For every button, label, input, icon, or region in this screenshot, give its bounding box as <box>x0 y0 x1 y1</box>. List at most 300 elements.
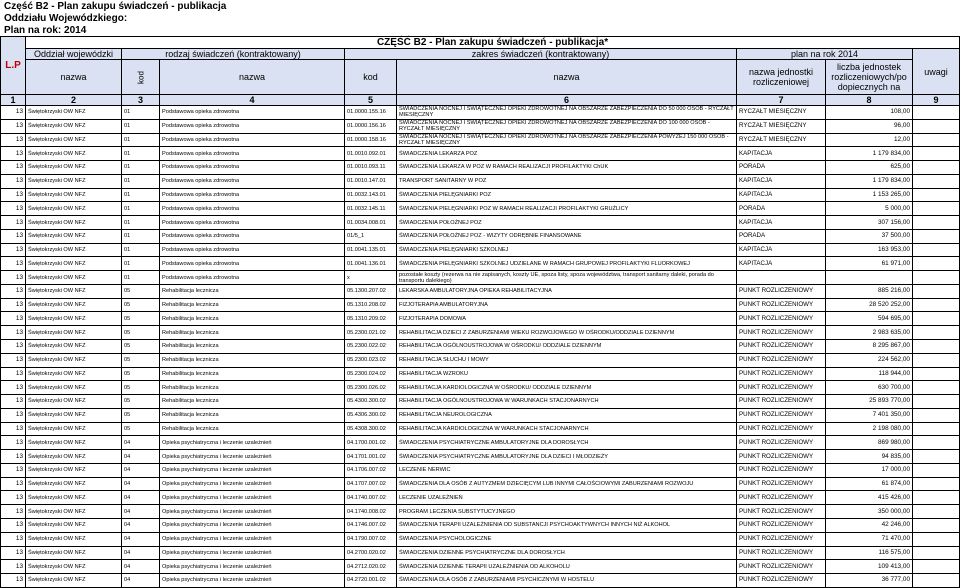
column-number-row <box>1 95 960 106</box>
cell-zakres-kod: 01.0000.155.16 <box>345 106 397 120</box>
cell-liczba: 885 216,00 <box>826 284 913 298</box>
cell-jednostka: PUNKT ROZLICZENIOWY <box>737 532 826 546</box>
cell-rodzaj-nazwa: Podstawowa opieka zdrowotna <box>160 161 345 175</box>
cell-zakres-kod: 04.1701.001.02 <box>345 450 397 464</box>
cell-uwagi <box>913 395 960 409</box>
plan-table <box>0 36 960 588</box>
cell-oddzial-kod: 13 <box>1 436 26 450</box>
table-row <box>1 147 960 161</box>
cell-uwagi <box>913 340 960 354</box>
cell-uwagi <box>913 436 960 450</box>
cell-rodzaj-kod: 01 <box>122 119 160 133</box>
table-row <box>1 271 960 285</box>
cell-jednostka: PUNKT ROZLICZENIOWY <box>737 284 826 298</box>
cell-oddzial-kod: 13 <box>1 229 26 243</box>
table-row <box>1 257 960 271</box>
cell-zakres-nazwa: LECZENIE NERWIC <box>397 463 737 477</box>
col-number: 6 <box>397 95 737 106</box>
cell-oddzial-nazwa: Świętokrzyski OW NFZ <box>26 147 122 161</box>
cell-uwagi <box>913 298 960 312</box>
cell-rodzaj-kod: 01 <box>122 257 160 271</box>
cell-liczba: 109 413,00 <box>826 560 913 574</box>
cell-zakres-nazwa: ŚWIADCZENIA DLA OSÓB Z AUTYZMEM DZIECIĘCYM LUB INNYMI CAŁOŚCIOWYMI ZABURZENIAMI ROZWOJU <box>397 477 737 491</box>
cell-oddzial-nazwa: Świętokrzyski OW NFZ <box>26 574 122 588</box>
cell-zakres-kod: 05.2300.024.02 <box>345 367 397 381</box>
cell-zakres-kod: 04.1707.007.02 <box>345 477 397 491</box>
cell-uwagi <box>913 422 960 436</box>
cell-rodzaj-nazwa: Opieka psychiatryczna i leczenie uzależnień <box>160 560 345 574</box>
cell-zakres-kod: 01.0010.093.11 <box>345 161 397 175</box>
cell-liczba: 37 500,00 <box>826 229 913 243</box>
cell-jednostka: PUNKT ROZLICZENIOWY <box>737 491 826 505</box>
cell-liczba: 17 000,00 <box>826 463 913 477</box>
cell-oddzial-nazwa: Świętokrzyski OW NFZ <box>26 395 122 409</box>
table-row <box>1 395 960 409</box>
cell-oddzial-nazwa: Świętokrzyski OW NFZ <box>26 298 122 312</box>
table-row <box>1 463 960 477</box>
cell-liczba: 224 562,00 <box>826 353 913 367</box>
cell-zakres-nazwa: ŚWIADCZENIA TERAPII UZALEŻNIENIA OD SUBSTANCJI PSYCHOAKTYWNYCH INNYCH NIŻ ALKOHOL <box>397 518 737 532</box>
cell-zakres-kod: x <box>345 271 397 285</box>
table-row <box>1 284 960 298</box>
cell-oddzial-kod: 13 <box>1 147 26 161</box>
cell-oddzial-nazwa: Świętokrzyski OW NFZ <box>26 367 122 381</box>
table-row <box>1 340 960 354</box>
table-row <box>1 436 960 450</box>
cell-zakres-kod: 01.0000.156.16 <box>345 119 397 133</box>
cell-rodzaj-nazwa: Rehabilitacja lecznicza <box>160 395 345 409</box>
cell-oddzial-nazwa: Świętokrzyski OW NFZ <box>26 422 122 436</box>
cell-jednostka: PUNKT ROZLICZENIOWY <box>737 381 826 395</box>
cell-liczba: 25 893 770,00 <box>826 395 913 409</box>
cell-zakres-kod: 05.2300.021.02 <box>345 326 397 340</box>
cell-jednostka: KAPITACJA <box>737 216 826 230</box>
cell-oddzial-nazwa: Świętokrzyski OW NFZ <box>26 229 122 243</box>
cell-oddzial-nazwa: Świętokrzyski OW NFZ <box>26 477 122 491</box>
table-row <box>1 133 960 147</box>
cell-rodzaj-nazwa: Podstawowa opieka zdrowotna <box>160 202 345 216</box>
cell-rodzaj-kod: 05 <box>122 312 160 326</box>
cell-liczba: 108,00 <box>826 106 913 120</box>
cell-liczba: 163 953,00 <box>826 243 913 257</box>
cell-zakres-kod: 04.2712.020.02 <box>345 560 397 574</box>
cell-rodzaj-kod: 04 <box>122 436 160 450</box>
cell-zakres-nazwa: ŚWIADCZENIA PIELĘGNIARKI POZ <box>397 188 737 202</box>
cell-oddzial-kod: 13 <box>1 202 26 216</box>
cell-oddzial-nazwa: Świętokrzyski OW NFZ <box>26 174 122 188</box>
cell-uwagi <box>913 243 960 257</box>
cell-zakres-kod: 05.2300.023.02 <box>345 353 397 367</box>
cell-uwagi <box>913 147 960 161</box>
col-number: 4 <box>160 95 345 106</box>
cell-jednostka: PUNKT ROZLICZENIOWY <box>737 353 826 367</box>
table-row <box>1 161 960 175</box>
cell-zakres-nazwa: ŚWIADCZENIA PIELĘGNIARKI SZKOLNEJ <box>397 243 737 257</box>
cell-rodzaj-kod: 04 <box>122 546 160 560</box>
table-row <box>1 353 960 367</box>
table-row <box>1 243 960 257</box>
cell-jednostka: PUNKT ROZLICZENIOWY <box>737 422 826 436</box>
cell-uwagi <box>913 491 960 505</box>
table-row <box>1 188 960 202</box>
table-row <box>1 119 960 133</box>
cell-zakres-nazwa: ŚWIADCZENIA PSYCHOLOGICZNE <box>397 532 737 546</box>
cell-jednostka: RYCZAŁT MIESIĘCZNY <box>737 119 826 133</box>
cell-rodzaj-kod: 01 <box>122 161 160 175</box>
table-row <box>1 505 960 519</box>
header-kod-zakres: kod <box>345 60 397 95</box>
cell-oddzial-nazwa: Świętokrzyski OW NFZ <box>26 491 122 505</box>
cell-liczba: 869 980,00 <box>826 436 913 450</box>
cell-zakres-nazwa: ŚWIADCZENIA DLA OSÓB Z ZABURZENIAMI PSYCHICZNYMI W HOSTELU <box>397 574 737 588</box>
cell-jednostka: PUNKT ROZLICZENIOWY <box>737 546 826 560</box>
cell-liczba: 594 695,00 <box>826 312 913 326</box>
cell-jednostka: RYCZAŁT MIESIĘCZNY <box>737 106 826 120</box>
lp-header <box>1 37 26 95</box>
cell-zakres-nazwa: pozostałe koszty (rezerwa na nie zapisanych, koszty UE, spoza listy, spoza województwa, transport sanitarny daleki, porada do transportu dalekiego) <box>397 271 737 285</box>
cell-liczba: 307 156,00 <box>826 216 913 230</box>
cell-zakres-nazwa: LEKARSKA AMBULATORYJNA OPIEKA REHABILITACYJNA <box>397 284 737 298</box>
cell-oddzial-kod: 13 <box>1 560 26 574</box>
cell-rodzaj-kod: 05 <box>122 408 160 422</box>
cell-rodzaj-nazwa: Rehabilitacja lecznicza <box>160 340 345 354</box>
cell-oddzial-nazwa: Świętokrzyski OW NFZ <box>26 188 122 202</box>
cell-oddzial-kod: 13 <box>1 312 26 326</box>
cell-zakres-kod: 01.0041.135.01 <box>345 243 397 257</box>
table-row <box>1 518 960 532</box>
cell-oddzial-nazwa: Świętokrzyski OW NFZ <box>26 353 122 367</box>
cell-liczba: 1 179 834,00 <box>826 147 913 161</box>
cell-oddzial-nazwa: Świętokrzyski OW NFZ <box>26 340 122 354</box>
table-row <box>1 106 960 120</box>
table-row <box>1 450 960 464</box>
cell-rodzaj-nazwa: Podstawowa opieka zdrowotna <box>160 257 345 271</box>
cell-oddzial-kod: 13 <box>1 518 26 532</box>
cell-zakres-nazwa: FIZJOTERAPIA AMBULATORYJNA <box>397 298 737 312</box>
cell-zakres-kod: 05.1300.207.02 <box>345 284 397 298</box>
cell-rodzaj-kod: 04 <box>122 477 160 491</box>
cell-zakres-kod: 05.4306.300.02 <box>345 408 397 422</box>
table-title: CZĘŚĆ B2 - Plan zakupu świadczeń - publikacja* <box>26 37 960 49</box>
cell-rodzaj-nazwa: Rehabilitacja lecznicza <box>160 326 345 340</box>
cell-oddzial-nazwa: Świętokrzyski OW NFZ <box>26 202 122 216</box>
cell-rodzaj-nazwa: Rehabilitacja lecznicza <box>160 353 345 367</box>
cell-zakres-kod: 04.2700.020.02 <box>345 546 397 560</box>
cell-rodzaj-kod: 05 <box>122 395 160 409</box>
table-row <box>1 174 960 188</box>
cell-zakres-kod: 01.0010.092.01 <box>345 147 397 161</box>
cell-oddzial-nazwa: Świętokrzyski OW NFZ <box>26 119 122 133</box>
cell-zakres-kod: 01.0034.008.01 <box>345 216 397 230</box>
cell-uwagi <box>913 257 960 271</box>
cell-zakres-kod: 01.0041.136.01 <box>345 257 397 271</box>
cell-rodzaj-kod: 01 <box>122 216 160 230</box>
cell-jednostka: KAPITACJA <box>737 188 826 202</box>
cell-jednostka: PUNKT ROZLICZENIOWY <box>737 340 826 354</box>
header-zakres: zakres świadczeń (kontraktowany) <box>345 49 737 60</box>
cell-uwagi <box>913 408 960 422</box>
cell-jednostka: PORADA <box>737 229 826 243</box>
document-title: Część B2 - Plan zakupu świadczeń - publikacja <box>4 1 227 12</box>
cell-liczba: 12,00 <box>826 133 913 147</box>
cell-jednostka: KAPITACJA <box>737 147 826 161</box>
cell-rodzaj-kod: 05 <box>122 326 160 340</box>
document-plan-year: Plan na rok: 2014 <box>4 25 87 36</box>
cell-oddzial-nazwa: Świętokrzyski OW NFZ <box>26 326 122 340</box>
cell-rodzaj-nazwa: Rehabilitacja lecznicza <box>160 381 345 395</box>
cell-rodzaj-nazwa: Rehabilitacja lecznicza <box>160 422 345 436</box>
cell-rodzaj-kod: 05 <box>122 340 160 354</box>
cell-jednostka: PORADA <box>737 161 826 175</box>
plan-table-container <box>0 36 959 588</box>
cell-oddzial-kod: 13 <box>1 243 26 257</box>
cell-liczba: 94 835,00 <box>826 450 913 464</box>
cell-oddzial-kod: 13 <box>1 298 26 312</box>
cell-rodzaj-kod: 05 <box>122 422 160 436</box>
cell-oddzial-nazwa: Świętokrzyski OW NFZ <box>26 381 122 395</box>
cell-rodzaj-kod: 04 <box>122 463 160 477</box>
cell-liczba: 1 153 265,00 <box>826 188 913 202</box>
cell-uwagi <box>913 119 960 133</box>
cell-oddzial-nazwa: Świętokrzyski OW NFZ <box>26 463 122 477</box>
cell-uwagi <box>913 463 960 477</box>
cell-rodzaj-kod: 04 <box>122 560 160 574</box>
cell-rodzaj-nazwa: Rehabilitacja lecznicza <box>160 408 345 422</box>
cell-liczba: 118 944,00 <box>826 367 913 381</box>
cell-uwagi <box>913 106 960 120</box>
cell-rodzaj-nazwa: Podstawowa opieka zdrowotna <box>160 216 345 230</box>
cell-zakres-kod: 01.0010.147.01 <box>345 174 397 188</box>
header-liczba: liczba jednostek rozliczeniowych/po dopiecznych na <box>826 60 913 95</box>
cell-oddzial-kod: 13 <box>1 340 26 354</box>
cell-uwagi <box>913 353 960 367</box>
table-row <box>1 312 960 326</box>
cell-zakres-nazwa: REHABILITACJA DZIECI Z ZABURZENIAMI WIEKU ROZWOJOWEGO W OŚRODKU/ODDZIALE DZIENNYM <box>397 326 737 340</box>
cell-zakres-nazwa: ŚWIADCZENIA NOCNEJ I ŚWIĄTECZNEJ OPIEKI ZDROWOTNEJ NA OBSZARZE ZABEZPIECZENIA DO 50 000 OSÓB - RYCZAŁT MIESIĘCZNY <box>397 106 737 120</box>
cell-zakres-nazwa: TRANSPORT SANITARNY W POZ <box>397 174 737 188</box>
table-row <box>1 422 960 436</box>
cell-uwagi <box>913 532 960 546</box>
cell-zakres-nazwa: ŚWIADCZENIA NOCNEJ I ŚWIĄTECZNEJ OPIEKI ZDROWOTNEJ NA OBSZARZE ZABEZPIECZENIA DO 100 000 OSÓB - RYCZAŁT MIESIĘCZNY <box>397 119 737 133</box>
cell-liczba: 96,00 <box>826 119 913 133</box>
cell-liczba: 61 971,00 <box>826 257 913 271</box>
header-jednostka: nazwa jednostki rozliczeniowej <box>737 60 826 95</box>
cell-rodzaj-nazwa: Rehabilitacja lecznicza <box>160 298 345 312</box>
cell-zakres-kod: 04.1740.007.02 <box>345 491 397 505</box>
cell-oddzial-nazwa: Świętokrzyski OW NFZ <box>26 312 122 326</box>
cell-zakres-nazwa: ŚWIADCZENIA PSYCHIATRYCZNE AMBULATORYJNE DLA DZIECI I MŁODZIEŻY <box>397 450 737 464</box>
cell-liczba <box>826 271 913 285</box>
cell-rodzaj-nazwa: Opieka psychiatryczna i leczenie uzależnień <box>160 463 345 477</box>
cell-liczba: 630 700,00 <box>826 381 913 395</box>
cell-zakres-kod: 01.0032.143.01 <box>345 188 397 202</box>
table-row <box>1 367 960 381</box>
lp-label: L.P <box>5 60 21 71</box>
cell-oddzial-kod: 13 <box>1 133 26 147</box>
cell-liczba: 116 575,00 <box>826 546 913 560</box>
cell-liczba: 42 246,00 <box>826 518 913 532</box>
cell-uwagi <box>913 518 960 532</box>
cell-zakres-nazwa: REHABILITACJA SŁUCHU I MOWY <box>397 353 737 367</box>
cell-rodzaj-kod: 01 <box>122 229 160 243</box>
cell-rodzaj-kod: 01 <box>122 133 160 147</box>
table-row <box>1 381 960 395</box>
cell-rodzaj-kod: 04 <box>122 491 160 505</box>
cell-jednostka: PUNKT ROZLICZENIOWY <box>737 450 826 464</box>
cell-uwagi <box>913 505 960 519</box>
cell-uwagi <box>913 216 960 230</box>
cell-jednostka: PUNKT ROZLICZENIOWY <box>737 436 826 450</box>
cell-oddzial-kod: 13 <box>1 408 26 422</box>
cell-zakres-kod: 01/5_1 <box>345 229 397 243</box>
cell-zakres-nazwa: ŚWIADCZENIA PSYCHIATRYCZNE AMBULATORYJNE DLA DOROSŁYCH <box>397 436 737 450</box>
cell-rodzaj-kod: 05 <box>122 367 160 381</box>
cell-rodzaj-nazwa: Podstawowa opieka zdrowotna <box>160 271 345 285</box>
cell-jednostka: KAPITACJA <box>737 243 826 257</box>
cell-oddzial-kod: 13 <box>1 216 26 230</box>
cell-jednostka: PUNKT ROZLICZENIOWY <box>737 395 826 409</box>
cell-uwagi <box>913 161 960 175</box>
cell-rodzaj-nazwa: Podstawowa opieka zdrowotna <box>160 119 345 133</box>
cell-oddzial-kod: 13 <box>1 119 26 133</box>
cell-oddzial-kod: 13 <box>1 477 26 491</box>
cell-oddzial-kod: 13 <box>1 450 26 464</box>
cell-jednostka: PUNKT ROZLICZENIOWY <box>737 298 826 312</box>
cell-rodzaj-nazwa: Opieka psychiatryczna i leczenie uzależnień <box>160 574 345 588</box>
cell-uwagi <box>913 229 960 243</box>
cell-zakres-kod: 04.2720.001.02 <box>345 574 397 588</box>
cell-uwagi <box>913 326 960 340</box>
cell-liczba: 625,00 <box>826 161 913 175</box>
cell-rodzaj-nazwa: Podstawowa opieka zdrowotna <box>160 147 345 161</box>
cell-zakres-nazwa: ŚWIADCZENIA POŁOŻNEJ POZ <box>397 216 737 230</box>
cell-zakres-nazwa: REHABILITACJA KARDIOLOGICZNA W OŚRODKU/ ODDZIALE DZIENNYM <box>397 381 737 395</box>
cell-rodzaj-nazwa: Opieka psychiatryczna i leczenie uzależnień <box>160 546 345 560</box>
cell-oddzial-nazwa: Świętokrzyski OW NFZ <box>26 133 122 147</box>
cell-uwagi <box>913 381 960 395</box>
cell-jednostka: PUNKT ROZLICZENIOWY <box>737 560 826 574</box>
header-nazwa-zakres: nazwa <box>397 60 737 95</box>
cell-oddzial-nazwa: Świętokrzyski OW NFZ <box>26 271 122 285</box>
cell-oddzial-kod: 13 <box>1 505 26 519</box>
cell-uwagi <box>913 271 960 285</box>
cell-rodzaj-nazwa: Podstawowa opieka zdrowotna <box>160 243 345 257</box>
cell-jednostka: PUNKT ROZLICZENIOWY <box>737 505 826 519</box>
cell-uwagi <box>913 284 960 298</box>
header-rodzaj: rodzaj świadczeń (kontraktowany) <box>122 49 345 60</box>
cell-oddzial-nazwa: Świętokrzyski OW NFZ <box>26 243 122 257</box>
cell-liczba: 2 198 080,00 <box>826 422 913 436</box>
cell-rodzaj-kod: 01 <box>122 188 160 202</box>
col-number: 7 <box>737 95 826 106</box>
cell-rodzaj-kod: 05 <box>122 298 160 312</box>
table-row <box>1 491 960 505</box>
cell-zakres-kod: 05.4308.300.02 <box>345 422 397 436</box>
cell-rodzaj-nazwa: Podstawowa opieka zdrowotna <box>160 106 345 120</box>
table-row <box>1 298 960 312</box>
cell-zakres-nazwa: ŚWIADCZENIA NOCNEJ I ŚWIĄTECZNEJ OPIEKI ZDROWOTNEJ NA OBSZARZE ZABEZPIECZENIA POWYŻEJ 150 000 OSÓB - RYCZAŁT MIESIĘCZNY <box>397 133 737 147</box>
cell-jednostka: PORADA <box>737 202 826 216</box>
cell-liczba: 7 401 350,00 <box>826 408 913 422</box>
cell-zakres-nazwa: ŚWIADCZENIA DZIENNE TERAPII UZALEŻNIENIA OD ALKOHOLU <box>397 560 737 574</box>
cell-oddzial-kod: 13 <box>1 574 26 588</box>
cell-rodzaj-nazwa: Opieka psychiatryczna i leczenie uzależnień <box>160 518 345 532</box>
cell-liczba: 350 000,00 <box>826 505 913 519</box>
cell-jednostka: PUNKT ROZLICZENIOWY <box>737 312 826 326</box>
cell-zakres-kod: 01.0032.145.11 <box>345 202 397 216</box>
cell-zakres-nazwa: ŚWIADCZENIA LEKARZA POZ <box>397 147 737 161</box>
col-number: 9 <box>913 95 960 106</box>
cell-rodzaj-nazwa: Podstawowa opieka zdrowotna <box>160 229 345 243</box>
cell-zakres-kod: 04.1706.007.02 <box>345 463 397 477</box>
cell-oddzial-nazwa: Świętokrzyski OW NFZ <box>26 408 122 422</box>
cell-zakres-nazwa: LECZENIE UZALEŻNIEŃ <box>397 491 737 505</box>
cell-oddzial-kod: 13 <box>1 106 26 120</box>
cell-rodzaj-kod: 05 <box>122 353 160 367</box>
cell-oddzial-nazwa: Świętokrzyski OW NFZ <box>26 505 122 519</box>
cell-rodzaj-nazwa: Opieka psychiatryczna i leczenie uzależnień <box>160 491 345 505</box>
cell-oddzial-nazwa: Świętokrzyski OW NFZ <box>26 450 122 464</box>
cell-liczba: 415 426,00 <box>826 491 913 505</box>
cell-jednostka: PUNKT ROZLICZENIOWY <box>737 518 826 532</box>
document-department: Oddziału Wojewódzkiego: <box>4 13 128 24</box>
cell-liczba: 71 470,00 <box>826 532 913 546</box>
cell-zakres-kod: 01.0000.158.16 <box>345 133 397 147</box>
cell-jednostka: PUNKT ROZLICZENIOWY <box>737 408 826 422</box>
cell-oddzial-kod: 13 <box>1 284 26 298</box>
cell-oddzial-kod: 13 <box>1 271 26 285</box>
cell-jednostka: PUNKT ROZLICZENIOWY <box>737 574 826 588</box>
cell-zakres-kod: 04.1700.001.02 <box>345 436 397 450</box>
cell-jednostka: PUNKT ROZLICZENIOWY <box>737 367 826 381</box>
group-header-row <box>1 49 960 60</box>
col-number: 3 <box>122 95 160 106</box>
cell-jednostka: KAPITACJA <box>737 257 826 271</box>
cell-uwagi <box>913 546 960 560</box>
table-row <box>1 408 960 422</box>
cell-uwagi <box>913 450 960 464</box>
cell-oddzial-kod: 13 <box>1 367 26 381</box>
cell-uwagi <box>913 477 960 491</box>
cell-rodzaj-nazwa: Podstawowa opieka zdrowotna <box>160 188 345 202</box>
cell-rodzaj-kod: 04 <box>122 505 160 519</box>
cell-zakres-nazwa: REHABILITACJA OGÓLNOUSTROJOWA W OŚRODKU/ ODDZIALE DZIENNYM <box>397 340 737 354</box>
table-row <box>1 546 960 560</box>
header-nazwa-rodzaj: nazwa <box>160 60 345 95</box>
cell-rodzaj-kod: 05 <box>122 381 160 395</box>
cell-zakres-kod: 04.1740.008.02 <box>345 505 397 519</box>
cell-oddzial-kod: 13 <box>1 257 26 271</box>
cell-zakres-kod: 05.4300.300.02 <box>345 395 397 409</box>
cell-zakres-nazwa: ŚWIADCZENIA PIELĘGNIARKI POZ W RAMACH REALIZACJI PROFILAKTYKI GRUŹLICY <box>397 202 737 216</box>
cell-oddzial-kod: 13 <box>1 188 26 202</box>
cell-rodzaj-kod: 04 <box>122 532 160 546</box>
cell-jednostka: KAPITACJA <box>737 174 826 188</box>
cell-oddzial-kod: 13 <box>1 353 26 367</box>
col-number: 2 <box>26 95 122 106</box>
cell-zakres-nazwa: ŚWIADCZENIA LEKARZA W POZ W RAMACH REALIZACJI PROFILAKTYKI ChUK <box>397 161 737 175</box>
cell-jednostka: PUNKT ROZLICZENIOWY <box>737 463 826 477</box>
cell-zakres-nazwa: ŚWIADCZENIA DZIENNE PSYCHIATRYCZNE DLA DOROSŁYCH <box>397 546 737 560</box>
cell-oddzial-kod: 13 <box>1 395 26 409</box>
header-uwagi: uwagi <box>913 49 960 95</box>
table-row <box>1 326 960 340</box>
table-title-row <box>1 37 960 49</box>
cell-oddzial-nazwa: Świętokrzyski OW NFZ <box>26 216 122 230</box>
sub-header-row <box>1 60 960 95</box>
cell-zakres-kod: 05.2300.026.02 <box>345 381 397 395</box>
cell-oddzial-kod: 13 <box>1 326 26 340</box>
